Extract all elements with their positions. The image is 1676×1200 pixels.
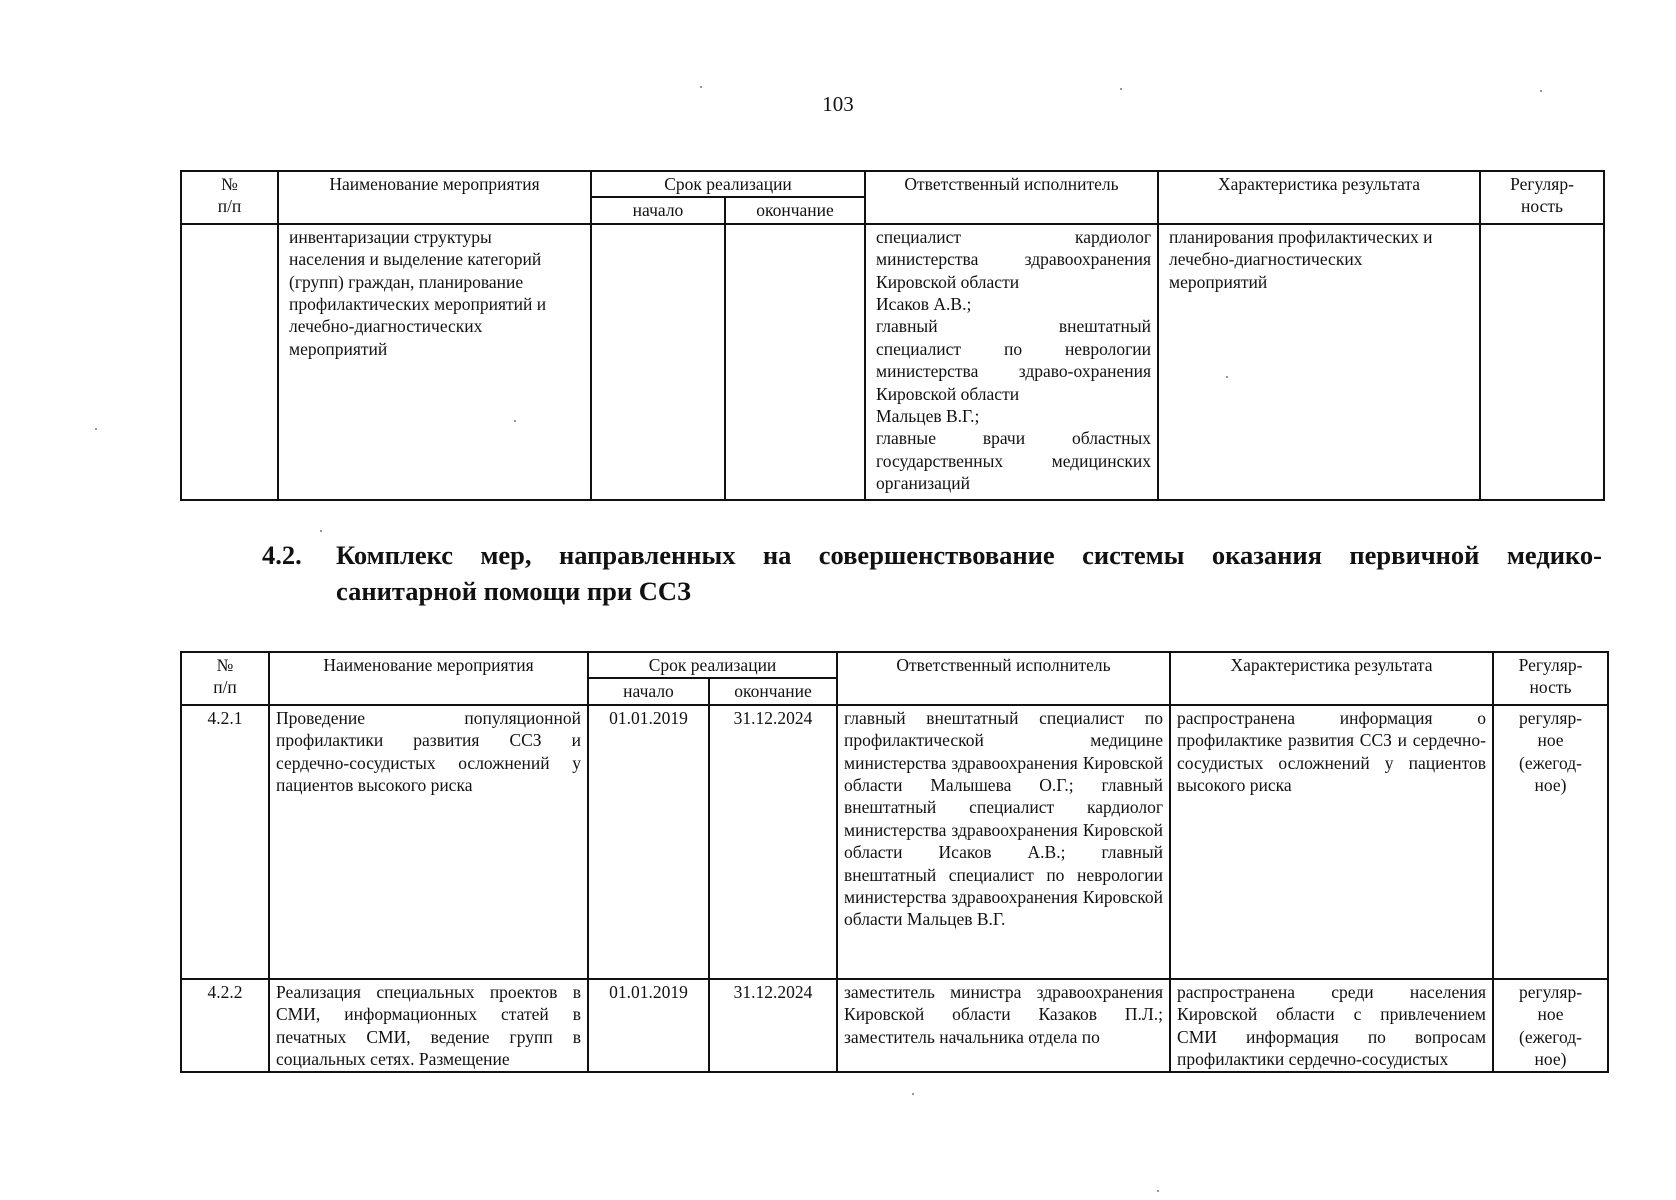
cell-result: планирования профилактических и лечебно-диагностических мероприятий	[1158, 224, 1480, 500]
cell-name: Реализация специальных проектов в СМИ, информационных статей в печатных СМИ, ведение групп в социальных сетях. Размещение	[269, 979, 588, 1073]
cell-regularity: регуляр- ное (ежегод- ное)	[1493, 705, 1608, 979]
table-row	[181, 224, 1604, 500]
header-responsible: Ответственный исполнитель	[865, 171, 1158, 224]
cell-regularity: регуляр- ное (ежегод- ное)	[1493, 979, 1608, 1073]
cell-responsible: специалист кардиолог министерства здравоохранения Кировской области Исаков А.В.; главный внештатный специалист по неврологии министерства здраво-охранения Кировской области Мальцев В.Г.; главные врачи областных государственных медицинских организаций	[865, 224, 1158, 500]
header-end: окончание	[725, 197, 865, 223]
cell-responsible: заместитель министра здравоохранения Кировской области Казаков П.Л.; заместитель начальника отдела по	[837, 979, 1170, 1073]
scan-speck	[700, 86, 702, 88]
cell-responsible: главный внештатный специалист по профилактической медицине министерства здравоохранения Кировской области Малышева О.Г.; главный внештатный специалист кардиолог министерства здравоохранения Кировской области Исаков А.В.; главный внештатный специалист по неврологии министерства здравоохранения Кировской области Мальцев В.Г.	[837, 705, 1170, 979]
scan-speck	[514, 420, 516, 422]
table-row	[181, 979, 1608, 1073]
header-term: Срок реализации	[591, 171, 865, 197]
header-result: Характеристика результата	[1170, 652, 1493, 705]
header-start: начало	[591, 197, 725, 223]
scan-speck	[1226, 376, 1228, 378]
section-title-line2: санитарной помощи при ССЗ	[336, 575, 692, 606]
header-regularity: Регуляр- ность	[1493, 652, 1608, 705]
cell-name: инвентаризации структуры населения и выделение категорий (групп) граждан, планирование профилактических мероприятий и лечебно-диагностических мероприятий	[278, 224, 591, 500]
cell-result: распространена информация о профилактике развития ССЗ и сердечно-сосудистых осложнений у пациентов высокого риска	[1170, 705, 1493, 979]
measures-table	[180, 651, 1609, 1073]
section-heading	[262, 538, 1602, 610]
header-name: Наименование мероприятия	[278, 171, 591, 224]
cell-start: 01.01.2019	[588, 979, 709, 1073]
section-title-line1: Комплекс мер, направленных на совершенствование системы оказания первичной медико-	[336, 540, 1602, 570]
header-num: № п/п	[181, 652, 269, 705]
scan-speck	[1157, 1190, 1159, 1192]
scan-speck	[95, 428, 97, 430]
cell-num: 4.2.1	[181, 705, 269, 979]
header-regularity: Регуляр- ность	[1480, 171, 1604, 224]
header-start: начало	[588, 678, 709, 704]
cell-name: Проведение популяционной профилактики развития ССЗ и сердечно-сосудистых осложнений у пациентов высокого риска	[269, 705, 588, 979]
page-number: 103	[822, 92, 854, 116]
cell-num	[181, 224, 278, 500]
cell-result: распространена среди населения Кировской области с привлечением СМИ информация по вопросам профилактики сердечно-сосудистых	[1170, 979, 1493, 1073]
header-num: № п/п	[181, 171, 278, 224]
header-responsible: Ответственный исполнитель	[837, 652, 1170, 705]
header-term: Срок реализации	[588, 652, 837, 678]
header-result: Характеристика результата	[1158, 171, 1480, 224]
scan-speck	[1120, 88, 1122, 90]
cell-regularity	[1480, 224, 1604, 500]
table-row	[181, 705, 1608, 979]
cell-end: 31.12.2024	[709, 979, 837, 1073]
scan-speck	[320, 530, 322, 532]
cell-num: 4.2.2	[181, 979, 269, 1073]
scan-speck	[1540, 90, 1542, 92]
continuation-table	[180, 170, 1605, 501]
table-header-row	[181, 652, 1608, 678]
scan-speck	[912, 1093, 914, 1095]
cell-start	[591, 224, 725, 500]
header-name: Наименование мероприятия	[269, 652, 588, 705]
cell-start: 01.01.2019	[588, 705, 709, 979]
cell-end: 31.12.2024	[709, 705, 837, 979]
cell-end	[725, 224, 865, 500]
table-header-row	[181, 171, 1604, 197]
section-number: 4.2.	[262, 540, 302, 570]
header-end: окончание	[709, 678, 837, 704]
